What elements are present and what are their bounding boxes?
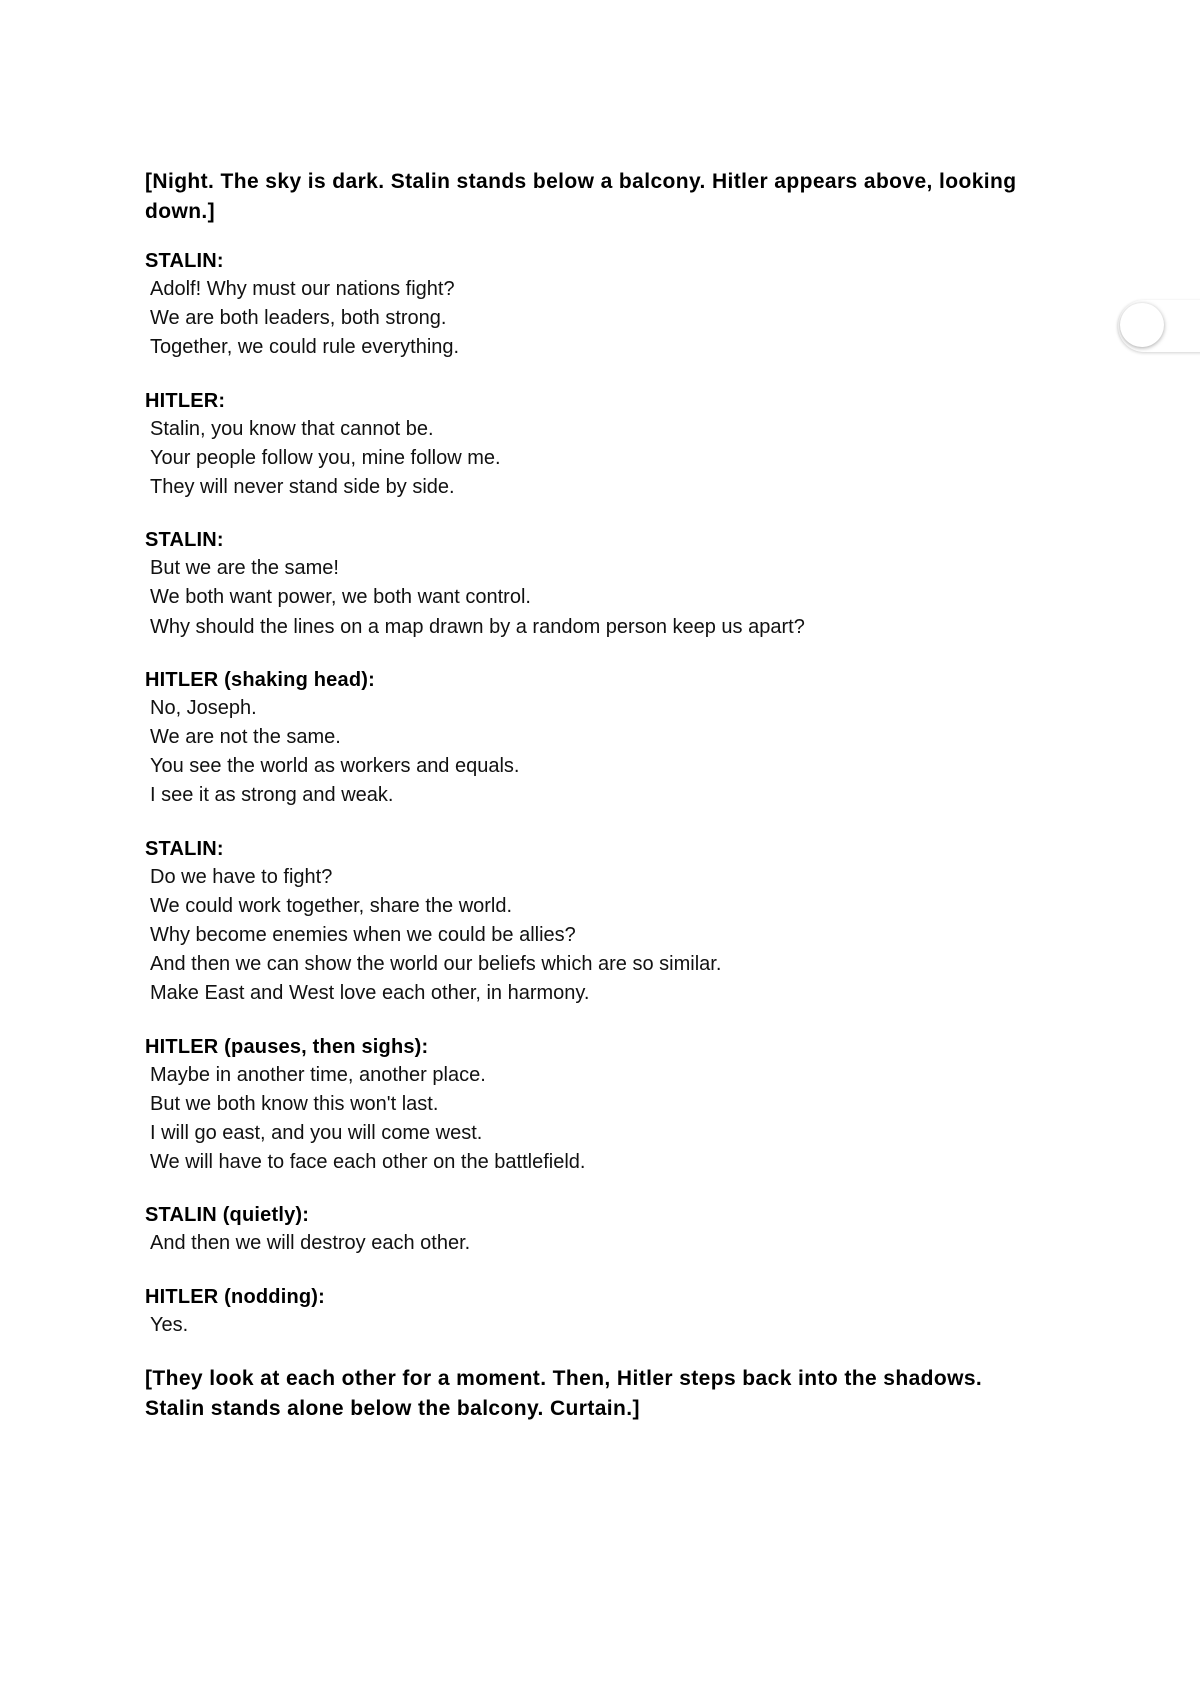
dialogue-line: Why become enemies when we could be allies? [150, 924, 576, 947]
dialogue-line: Together, we could rule everything. [150, 336, 460, 359]
dialogue-line: Adolf! Why must our nations fight? [150, 278, 455, 300]
closing-stage-direction: [They look at each other for a moment. Then, Hitler steps back into the shadows. Stalin stands alone below the balcony. Curtain.] [145, 1366, 983, 1420]
dialogue-line: And then we will destroy each other. [150, 1232, 471, 1255]
dialogue-line: But we are the same! [150, 557, 339, 580]
speaker-name: STALIN: [145, 837, 224, 860]
dialogue-line: I see it as strong and weak. [150, 784, 394, 807]
dialogue-line: Stalin, you know that cannot be. [150, 417, 434, 440]
dialogue-line: We could work together, share the world. [150, 894, 513, 917]
speech-block [145, 1283, 1045, 1340]
speaker-name: STALIN: [145, 529, 224, 552]
dialogue-list [145, 247, 1045, 1340]
opening-stage-direction: [Night. The sky is dark. Stalin stands below a balcony. Hitler appears above, looking down.] [145, 170, 1017, 223]
dialogue-line: Yes. [150, 1313, 189, 1336]
dialogue-line: Why should the lines on a map drawn by a random person keep us apart? [150, 615, 805, 638]
dialogue-line: No, Joseph. [150, 696, 257, 719]
speaker-name: HITLER (pauses, then sighs): [145, 1035, 429, 1058]
dialogue-line: We will have to face each other on the battlefield. [150, 1151, 586, 1174]
dialogue-line: I will go east, and you will come west. [150, 1122, 483, 1145]
dialogue-line: Your people follow you, mine follow me. [150, 446, 501, 469]
dialogue-line: And then we can show the world our beliefs which are so similar. [150, 953, 722, 976]
dialogue-line: Maybe in another time, another place. [150, 1063, 486, 1086]
speaker-name: STALIN: [145, 250, 224, 272]
toggle-knob[interactable] [1120, 303, 1164, 347]
speaker-name: HITLER (shaking head): [145, 668, 375, 691]
dialogue-line: But we both know this won't last. [150, 1092, 439, 1115]
dialogue-line: Make East and West love each other, in harmony. [150, 982, 590, 1005]
speaker-name: HITLER (nodding): [145, 1285, 326, 1308]
speech-block [145, 526, 1045, 642]
speech-block [145, 387, 1045, 503]
dialogue-line: We both want power, we both want control. [150, 586, 531, 609]
dialogue-line: We are not the same. [150, 726, 341, 749]
speech-block [145, 1033, 1045, 1178]
speech-block [145, 1201, 1045, 1258]
speech-block [145, 835, 1045, 1009]
speech-block [145, 247, 1045, 363]
speech-block [145, 666, 1045, 811]
speaker-name: STALIN (quietly): [145, 1204, 310, 1227]
dialogue-line: Do we have to fight? [150, 865, 333, 888]
dialogue-line: We are both leaders, both strong. [150, 307, 447, 330]
side-panel-toggle[interactable] [1118, 300, 1200, 352]
speaker-name: HITLER: [145, 389, 226, 412]
document-page [145, 167, 1045, 1424]
dialogue-line: You see the world as workers and equals. [150, 755, 520, 778]
dialogue-line: They will never stand side by side. [150, 476, 455, 499]
